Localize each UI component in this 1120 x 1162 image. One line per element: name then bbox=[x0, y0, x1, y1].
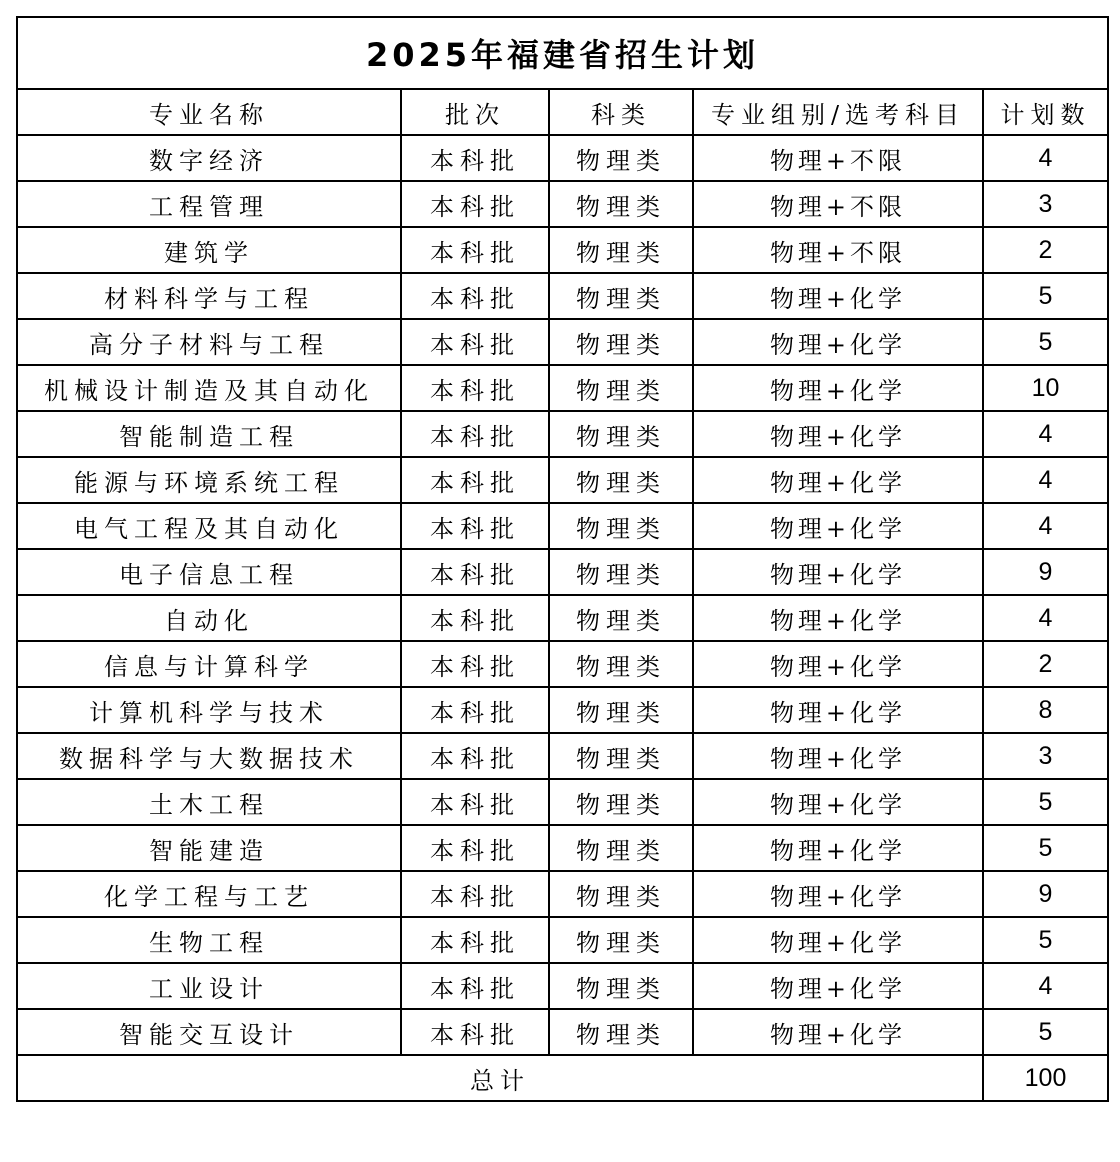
title-row bbox=[17, 17, 1108, 89]
count-cell: 4 bbox=[983, 503, 1108, 549]
count-cell: 2 bbox=[983, 227, 1108, 273]
requirement-cell: 物理+化学 bbox=[693, 549, 983, 595]
major-cell: 数据科学与大数据技术 bbox=[17, 733, 401, 779]
requirement-cell: 物理+不限 bbox=[693, 135, 983, 181]
count-cell: 5 bbox=[983, 779, 1108, 825]
table-row bbox=[17, 411, 1108, 457]
major-cell: 电子信息工程 bbox=[17, 549, 401, 595]
category-cell: 物理类 bbox=[549, 181, 693, 227]
major-cell: 化学工程与工艺 bbox=[17, 871, 401, 917]
category-cell: 物理类 bbox=[549, 779, 693, 825]
count-cell: 4 bbox=[983, 457, 1108, 503]
requirement-cell: 物理+化学 bbox=[693, 365, 983, 411]
count-cell: 3 bbox=[983, 181, 1108, 227]
requirement-cell: 物理+化学 bbox=[693, 917, 983, 963]
count-cell: 2 bbox=[983, 641, 1108, 687]
major-cell: 能源与环境系统工程 bbox=[17, 457, 401, 503]
category-cell: 物理类 bbox=[549, 917, 693, 963]
column-header-major: 专业名称 bbox=[17, 89, 401, 135]
enrollment-plan-table bbox=[16, 16, 1109, 1102]
column-header-requirement: 专业组别/选考科目 bbox=[693, 89, 983, 135]
batch-cell: 本科批 bbox=[401, 1009, 549, 1055]
major-cell: 工业设计 bbox=[17, 963, 401, 1009]
batch-cell: 本科批 bbox=[401, 457, 549, 503]
table-row bbox=[17, 871, 1108, 917]
major-cell: 机械设计制造及其自动化 bbox=[17, 365, 401, 411]
category-cell: 物理类 bbox=[549, 457, 693, 503]
requirement-cell: 物理+化学 bbox=[693, 503, 983, 549]
major-cell: 自动化 bbox=[17, 595, 401, 641]
table-body bbox=[17, 135, 1108, 1055]
batch-cell: 本科批 bbox=[401, 549, 549, 595]
major-cell: 智能交互设计 bbox=[17, 1009, 401, 1055]
major-cell: 高分子材料与工程 bbox=[17, 319, 401, 365]
major-cell: 智能建造 bbox=[17, 825, 401, 871]
major-cell: 电气工程及其自动化 bbox=[17, 503, 401, 549]
batch-cell: 本科批 bbox=[401, 917, 549, 963]
category-cell: 物理类 bbox=[549, 871, 693, 917]
total-label: 总计 bbox=[17, 1055, 983, 1101]
category-cell: 物理类 bbox=[549, 733, 693, 779]
requirement-cell: 物理+化学 bbox=[693, 779, 983, 825]
count-cell: 4 bbox=[983, 411, 1108, 457]
category-cell: 物理类 bbox=[549, 825, 693, 871]
table-row bbox=[17, 457, 1108, 503]
batch-cell: 本科批 bbox=[401, 181, 549, 227]
requirement-cell: 物理+化学 bbox=[693, 411, 983, 457]
table-row bbox=[17, 273, 1108, 319]
category-cell: 物理类 bbox=[549, 365, 693, 411]
major-cell: 工程管理 bbox=[17, 181, 401, 227]
table-row bbox=[17, 365, 1108, 411]
major-cell: 智能制造工程 bbox=[17, 411, 401, 457]
category-cell: 物理类 bbox=[549, 411, 693, 457]
category-cell: 物理类 bbox=[549, 319, 693, 365]
table-row bbox=[17, 641, 1108, 687]
requirement-cell: 物理+化学 bbox=[693, 457, 983, 503]
batch-cell: 本科批 bbox=[401, 687, 549, 733]
count-cell: 5 bbox=[983, 825, 1108, 871]
category-cell: 物理类 bbox=[549, 641, 693, 687]
table-row bbox=[17, 503, 1108, 549]
count-cell: 4 bbox=[983, 963, 1108, 1009]
major-cell: 建筑学 bbox=[17, 227, 401, 273]
batch-cell: 本科批 bbox=[401, 825, 549, 871]
major-cell: 数字经济 bbox=[17, 135, 401, 181]
count-cell: 9 bbox=[983, 871, 1108, 917]
table-row bbox=[17, 917, 1108, 963]
requirement-cell: 物理+化学 bbox=[693, 733, 983, 779]
count-cell: 4 bbox=[983, 135, 1108, 181]
batch-cell: 本科批 bbox=[401, 733, 549, 779]
count-cell: 8 bbox=[983, 687, 1108, 733]
table-row bbox=[17, 687, 1108, 733]
count-cell: 5 bbox=[983, 273, 1108, 319]
category-cell: 物理类 bbox=[549, 135, 693, 181]
table-row bbox=[17, 733, 1108, 779]
category-cell: 物理类 bbox=[549, 549, 693, 595]
requirement-cell: 物理+化学 bbox=[693, 595, 983, 641]
category-cell: 物理类 bbox=[549, 273, 693, 319]
batch-cell: 本科批 bbox=[401, 135, 549, 181]
count-cell: 5 bbox=[983, 1009, 1108, 1055]
requirement-cell: 物理+化学 bbox=[693, 825, 983, 871]
count-cell: 3 bbox=[983, 733, 1108, 779]
category-cell: 物理类 bbox=[549, 1009, 693, 1055]
batch-cell: 本科批 bbox=[401, 595, 549, 641]
batch-cell: 本科批 bbox=[401, 641, 549, 687]
table-row bbox=[17, 227, 1108, 273]
table-row bbox=[17, 779, 1108, 825]
total-row bbox=[17, 1055, 1108, 1101]
category-cell: 物理类 bbox=[549, 227, 693, 273]
major-cell: 生物工程 bbox=[17, 917, 401, 963]
requirement-cell: 物理+化学 bbox=[693, 871, 983, 917]
batch-cell: 本科批 bbox=[401, 503, 549, 549]
batch-cell: 本科批 bbox=[401, 319, 549, 365]
batch-cell: 本科批 bbox=[401, 871, 549, 917]
category-cell: 物理类 bbox=[549, 595, 693, 641]
batch-cell: 本科批 bbox=[401, 227, 549, 273]
category-cell: 物理类 bbox=[549, 963, 693, 1009]
count-cell: 5 bbox=[983, 917, 1108, 963]
table-row bbox=[17, 595, 1108, 641]
major-cell: 材料科学与工程 bbox=[17, 273, 401, 319]
count-cell: 4 bbox=[983, 595, 1108, 641]
requirement-cell: 物理+化学 bbox=[693, 1009, 983, 1055]
requirement-cell: 物理+化学 bbox=[693, 319, 983, 365]
total-value: 100 bbox=[983, 1055, 1108, 1101]
batch-cell: 本科批 bbox=[401, 365, 549, 411]
batch-cell: 本科批 bbox=[401, 411, 549, 457]
table-title: 2025年福建省招生计划 bbox=[17, 17, 1108, 89]
requirement-cell: 物理+化学 bbox=[693, 687, 983, 733]
major-cell: 土木工程 bbox=[17, 779, 401, 825]
requirement-cell: 物理+化学 bbox=[693, 641, 983, 687]
column-header-category: 科类 bbox=[549, 89, 693, 135]
requirement-cell: 物理+不限 bbox=[693, 181, 983, 227]
major-cell: 计算机科学与技术 bbox=[17, 687, 401, 733]
batch-cell: 本科批 bbox=[401, 963, 549, 1009]
count-cell: 10 bbox=[983, 365, 1108, 411]
column-header-count: 计划数 bbox=[983, 89, 1108, 135]
header-row bbox=[17, 89, 1108, 135]
table-row bbox=[17, 1009, 1108, 1055]
count-cell: 5 bbox=[983, 319, 1108, 365]
batch-cell: 本科批 bbox=[401, 779, 549, 825]
category-cell: 物理类 bbox=[549, 503, 693, 549]
requirement-cell: 物理+化学 bbox=[693, 273, 983, 319]
count-cell: 9 bbox=[983, 549, 1108, 595]
major-cell: 信息与计算科学 bbox=[17, 641, 401, 687]
category-cell: 物理类 bbox=[549, 687, 693, 733]
batch-cell: 本科批 bbox=[401, 273, 549, 319]
table-row bbox=[17, 135, 1108, 181]
table-row bbox=[17, 963, 1108, 1009]
table-row bbox=[17, 319, 1108, 365]
requirement-cell: 物理+不限 bbox=[693, 227, 983, 273]
table-row bbox=[17, 549, 1108, 595]
table-row bbox=[17, 825, 1108, 871]
requirement-cell: 物理+化学 bbox=[693, 963, 983, 1009]
table-row bbox=[17, 181, 1108, 227]
column-header-batch: 批次 bbox=[401, 89, 549, 135]
